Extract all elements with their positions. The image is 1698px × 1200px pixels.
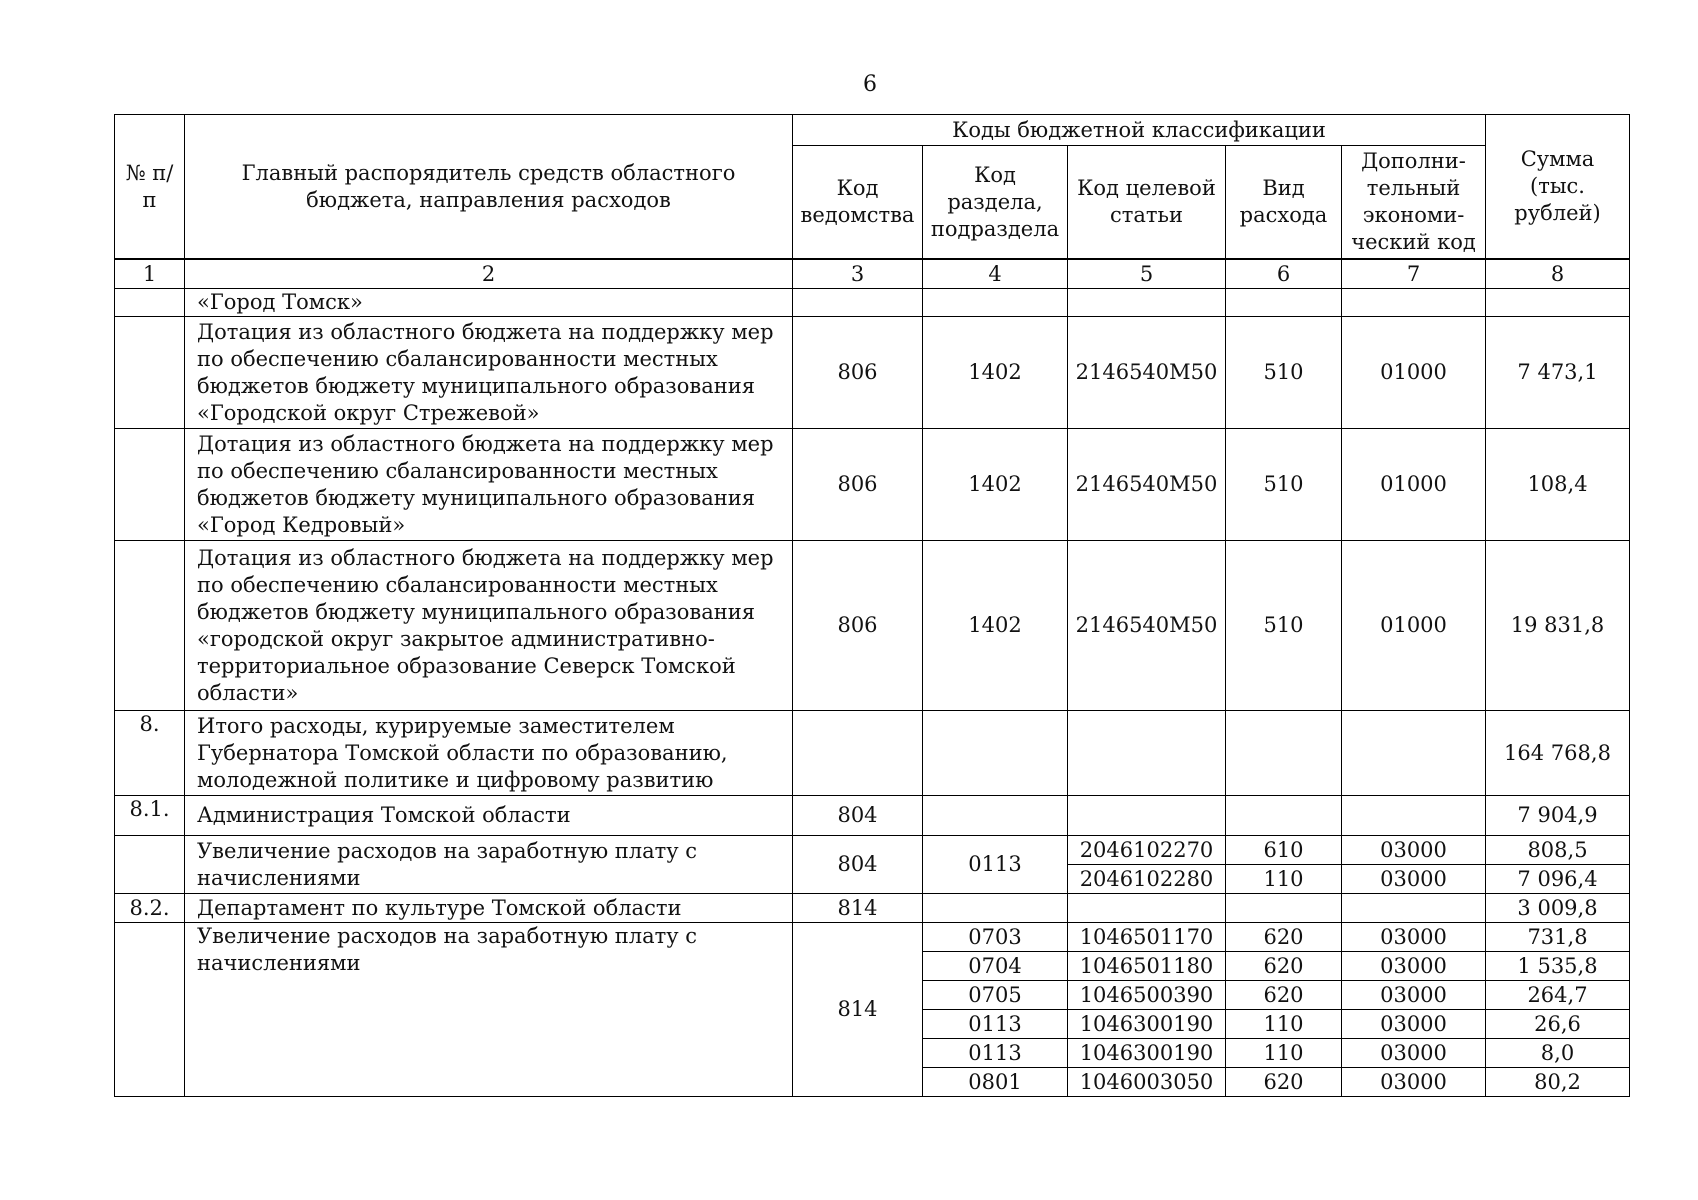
section-code: 0703 xyxy=(923,923,1068,952)
target-code: 1046500390 xyxy=(1068,981,1226,1010)
expense-type: 110 xyxy=(1226,1010,1342,1039)
dept-code xyxy=(793,711,923,796)
target-code: 1046501180 xyxy=(1068,952,1226,981)
row-number xyxy=(115,317,185,429)
expense-type: 510 xyxy=(1226,541,1342,711)
econ-code: 03000 xyxy=(1342,981,1486,1010)
expense-type: 620 xyxy=(1226,1068,1342,1097)
amount: 19 831,8 xyxy=(1486,541,1630,711)
dept-code: 806 xyxy=(793,541,923,711)
section-code: 1402 xyxy=(923,317,1068,429)
econ-code: 03000 xyxy=(1342,1068,1486,1097)
amount: 26,6 xyxy=(1486,1010,1630,1039)
header-codes-group: Коды бюджетной классификации xyxy=(793,115,1486,146)
row-name: Департамент по культуре Томской области xyxy=(185,894,793,923)
column-number: 4 xyxy=(923,259,1068,289)
amount: 7 096,4 xyxy=(1486,865,1630,894)
dept-code: 804 xyxy=(793,796,923,836)
section-code: 0705 xyxy=(923,981,1068,1010)
section-code xyxy=(923,711,1068,796)
amount: 8,0 xyxy=(1486,1039,1630,1068)
header-main: Главный распорядитель средств областного бюджета, направления расходов xyxy=(185,115,793,260)
econ-code: 01000 xyxy=(1342,541,1486,711)
target-code: 1046501170 xyxy=(1068,923,1226,952)
row-name: Итого расходы, курируемые заместителем Губернатора Томской области по образованию, молодежной политике и цифровому развитию xyxy=(185,711,793,796)
econ-code: 03000 xyxy=(1342,865,1486,894)
econ-code: 03000 xyxy=(1342,1039,1486,1068)
amount: 7 473,1 xyxy=(1486,317,1630,429)
expense-type: 110 xyxy=(1226,1039,1342,1068)
header-sum: Сумма (тыс. рублей) xyxy=(1486,115,1630,260)
target-code xyxy=(1068,711,1226,796)
econ-code: 03000 xyxy=(1342,1010,1486,1039)
section-code: 0113 xyxy=(923,1039,1068,1068)
target-code xyxy=(1068,894,1226,923)
econ-code xyxy=(1342,894,1486,923)
amount: 164 768,8 xyxy=(1486,711,1630,796)
econ-code xyxy=(1342,711,1486,796)
econ-code: 03000 xyxy=(1342,952,1486,981)
header-number: № п/п xyxy=(115,115,185,260)
budget-table xyxy=(114,114,1630,1097)
column-number-row xyxy=(115,259,1630,289)
section-code: 1402 xyxy=(923,429,1068,541)
header-expense-type: Вид расхода xyxy=(1226,146,1342,260)
target-code: 2146540М50 xyxy=(1068,317,1226,429)
header-section-code: Код раздела, подраздела xyxy=(923,146,1068,260)
target-code: 2146540М50 xyxy=(1068,429,1226,541)
column-number: 2 xyxy=(185,259,793,289)
row-number: 8. xyxy=(115,711,185,796)
page-number: 6 xyxy=(863,72,877,97)
column-number: 6 xyxy=(1226,259,1342,289)
table-row xyxy=(115,923,1630,952)
section-code: 0113 xyxy=(923,1010,1068,1039)
expense-type: 510 xyxy=(1226,429,1342,541)
row-name: Дотация из областного бюджета на поддержку мер по обеспечению сбалансированности местных бюджетов бюджету муниципального образования «Городской округ Стрежевой» xyxy=(185,317,793,429)
row-name: Администрация Томской области xyxy=(185,796,793,836)
table-row xyxy=(115,796,1630,836)
dept-code: 806 xyxy=(793,317,923,429)
amount: 7 904,9 xyxy=(1486,796,1630,836)
target-code xyxy=(1068,289,1226,317)
amount: 731,8 xyxy=(1486,923,1630,952)
target-code: 2046102270 xyxy=(1068,836,1226,865)
section-code: 1402 xyxy=(923,541,1068,711)
header-dept-code: Код ведомства xyxy=(793,146,923,260)
table-row xyxy=(115,289,1630,317)
econ-code: 03000 xyxy=(1342,836,1486,865)
expense-type xyxy=(1226,289,1342,317)
row-name: Дотация из областного бюджета на поддержку мер по обеспечению сбалансированности местных бюджетов бюджету муниципального образования «городской округ закрытое административно-территориальное образование Северск Томской области» xyxy=(185,541,793,711)
target-code xyxy=(1068,796,1226,836)
column-number: 5 xyxy=(1068,259,1226,289)
expense-type: 620 xyxy=(1226,981,1342,1010)
target-code: 2146540М50 xyxy=(1068,541,1226,711)
expense-type xyxy=(1226,796,1342,836)
expense-type xyxy=(1226,711,1342,796)
row-number xyxy=(115,429,185,541)
row-number xyxy=(115,836,185,894)
amount: 3 009,8 xyxy=(1486,894,1630,923)
expense-type xyxy=(1226,894,1342,923)
amount xyxy=(1486,289,1630,317)
row-number: 8.2. xyxy=(115,894,185,923)
table-row xyxy=(115,836,1630,865)
expense-type: 620 xyxy=(1226,952,1342,981)
econ-code xyxy=(1342,796,1486,836)
section-code xyxy=(923,796,1068,836)
row-name: Увеличение расходов на заработную плату с начислениями xyxy=(185,836,793,894)
row-number: 8.1. xyxy=(115,796,185,836)
table-row xyxy=(115,429,1630,541)
row-name: Увеличение расходов на заработную плату с начислениями xyxy=(185,923,793,1097)
target-code: 2046102280 xyxy=(1068,865,1226,894)
target-code: 1046003050 xyxy=(1068,1068,1226,1097)
dept-code: 806 xyxy=(793,429,923,541)
header-econ-code: Дополни-тельный экономи-ческий код xyxy=(1342,146,1486,260)
expense-type: 510 xyxy=(1226,317,1342,429)
table-row xyxy=(115,711,1630,796)
section-code: 0113 xyxy=(923,836,1068,894)
dept-code: 814 xyxy=(793,923,923,1097)
column-number: 8 xyxy=(1486,259,1630,289)
table-row xyxy=(115,894,1630,923)
amount: 264,7 xyxy=(1486,981,1630,1010)
amount: 108,4 xyxy=(1486,429,1630,541)
dept-code: 804 xyxy=(793,836,923,894)
column-number: 1 xyxy=(115,259,185,289)
amount: 80,2 xyxy=(1486,1068,1630,1097)
expense-type: 110 xyxy=(1226,865,1342,894)
expense-type: 610 xyxy=(1226,836,1342,865)
econ-code: 03000 xyxy=(1342,923,1486,952)
column-number: 3 xyxy=(793,259,923,289)
econ-code xyxy=(1342,289,1486,317)
section-code: 0704 xyxy=(923,952,1068,981)
expense-type: 620 xyxy=(1226,923,1342,952)
table-row xyxy=(115,317,1630,429)
row-number xyxy=(115,923,185,1097)
header-target-code: Код целевой статьи xyxy=(1068,146,1226,260)
section-code xyxy=(923,289,1068,317)
header-row xyxy=(115,115,1630,146)
row-number xyxy=(115,541,185,711)
dept-code: 814 xyxy=(793,894,923,923)
amount: 808,5 xyxy=(1486,836,1630,865)
econ-code: 01000 xyxy=(1342,429,1486,541)
section-code xyxy=(923,894,1068,923)
row-name: Дотация из областного бюджета на поддержку мер по обеспечению сбалансированности местных бюджетов бюджету муниципального образования «Город Кедровый» xyxy=(185,429,793,541)
row-number xyxy=(115,289,185,317)
row-name: «Город Томск» xyxy=(185,289,793,317)
column-number: 7 xyxy=(1342,259,1486,289)
table-row xyxy=(115,541,1630,711)
econ-code: 01000 xyxy=(1342,317,1486,429)
target-code: 1046300190 xyxy=(1068,1039,1226,1068)
target-code: 1046300190 xyxy=(1068,1010,1226,1039)
dept-code xyxy=(793,289,923,317)
amount: 1 535,8 xyxy=(1486,952,1630,981)
section-code: 0801 xyxy=(923,1068,1068,1097)
